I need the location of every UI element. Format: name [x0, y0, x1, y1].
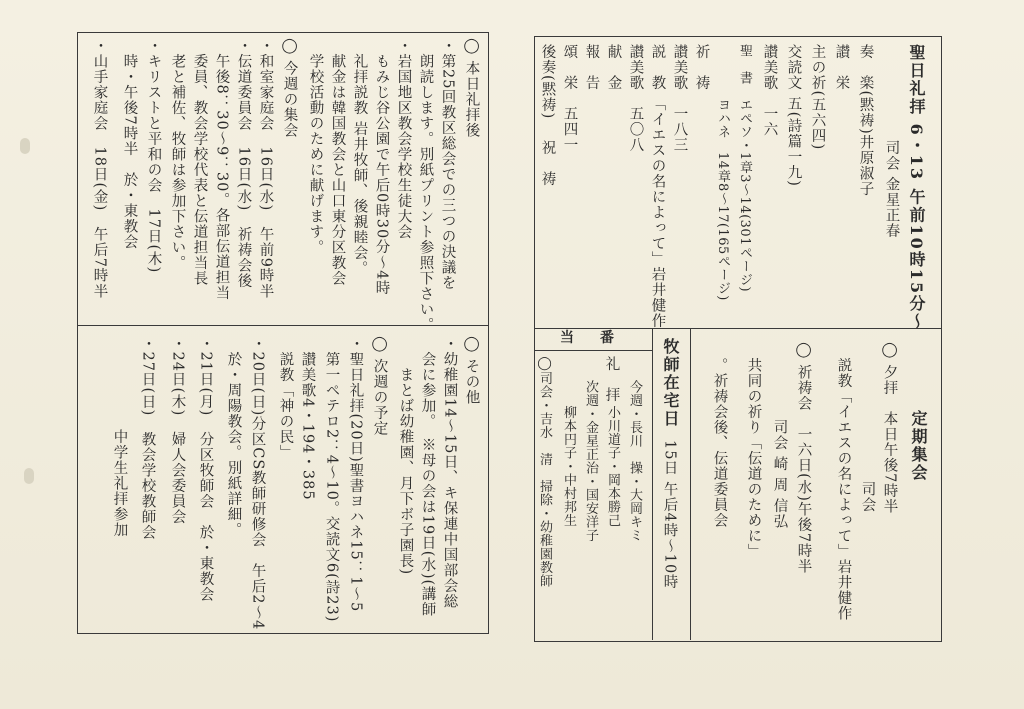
- order-item: 後奏(黙祷): [539, 44, 556, 120]
- left-top-col-11: ・伝道委員会 16日(水) 祈祷会後: [235, 38, 252, 289]
- order-item: 祈 祷: [693, 44, 710, 91]
- pastor-hours: 15日 午后4時〜10時: [661, 440, 678, 590]
- left-bottom-col-3: 会に参加。 ※母の会は19日(水)(講師: [419, 336, 436, 618]
- punch-hole-bottom: [24, 468, 34, 484]
- order-item: 交読文 五(詩篇一九): [785, 44, 802, 187]
- order-item: 讃美歌 一六: [761, 44, 778, 137]
- order-item: 報 告: [583, 44, 600, 91]
- left-bottom-col-13: ・24日(木) 婦人会委員会: [169, 336, 186, 525]
- left-bottom-col-2: ・幼稚園14〜15日、キ保連中国部会総: [441, 336, 458, 610]
- left-top-col-17: ・山手家庭会 18日(金) 午后7時半: [91, 38, 108, 299]
- left-bottom-col-8: 讃美歌4・194・385: [299, 336, 316, 501]
- left-bottom-col-10: ・20日(日)分区CS教師研修会 午后2〜4: [249, 336, 266, 631]
- left-top-col-9: ◯ 今週の集会: [281, 38, 298, 139]
- duty-col-1: 今週・長川 操・大岡キミ: [627, 380, 642, 542]
- left-top-col-14: 老と補佐、牧師は参加下さい。: [169, 38, 186, 271]
- order-item: 讃美歌 五〇八: [627, 44, 644, 153]
- meetings-col-2: 司会: [859, 342, 876, 513]
- duty-col-3: 次週・金星正治・国安洋子: [583, 380, 598, 542]
- meetings-col-5: 司会 崎 周 信弘: [771, 342, 788, 530]
- meetings-col-6: 共同の祈り「伝道のために」: [745, 342, 762, 559]
- left-top-col-12: 午後8：30〜9：30。各部伝道担当: [213, 38, 230, 301]
- service-title: 聖日礼拝 6・13 午前10時15分〜: [907, 44, 926, 332]
- meetings-col-7: 。祈祷会後、伝道委員会: [711, 342, 728, 528]
- left-bottom-col-6: ・聖日礼拝(20日)聖書ヨハネ15：1〜5: [347, 336, 364, 613]
- order-item: ヨハネ 14章8〜17(165ページ): [715, 44, 730, 301]
- order-item: 奏 楽(黙祷)井原淑子: [857, 44, 874, 197]
- duty-header-rule: [534, 350, 652, 351]
- service-officiant: 司会 金星正春: [883, 140, 900, 239]
- left-top-col-1: ◯ 本日礼拝後: [463, 38, 480, 139]
- order-item: 讃美歌 一八三: [671, 44, 688, 153]
- meetings-col-1: ◯ 夕拝 本日午後7時半: [881, 342, 898, 515]
- pastor-column-right-rule: [690, 328, 691, 640]
- order-item: 説 教 「イエスの名によって」岩井健作: [649, 44, 666, 329]
- left-bottom-col-11: 於・周陽教会。別紙詳細。: [225, 336, 242, 538]
- left-top-col-13: 委員、教会学校代表と伝道担当長: [191, 38, 208, 286]
- order-item: 聖 書 エペソ・1章3〜14(301ページ): [737, 44, 752, 293]
- left-top-col-16: 時・午後7時半 於・東教会: [121, 38, 138, 250]
- left-top-col-10: ・和室家庭会 16日(水) 午前9時半: [257, 38, 274, 299]
- duty-col-4: 柳本円子・中村邦生: [561, 392, 576, 527]
- order-item: 祝 祷: [539, 140, 556, 187]
- left-bottom-col-4: まとば幼稚園、月下ボ子園長): [397, 336, 414, 576]
- right-page-divider: [534, 328, 942, 329]
- left-bottom-col-14: ・27日(日) 教会学校教師会: [139, 336, 156, 541]
- left-bottom-col-1: ◯ その他: [463, 336, 480, 406]
- left-bottom-col-7: 第一ペテロ2：4〜10。交読文6(詩23): [323, 336, 340, 623]
- order-item: 主の祈(五六四): [809, 44, 826, 151]
- left-top-col-5: もみじ谷公園で午后0時30分〜4時: [373, 38, 390, 296]
- left-top-col-8: 学校活動のために献げます。: [307, 38, 324, 255]
- duty-title: 当 番: [560, 330, 620, 346]
- left-top-col-15: ・キリストと平和の会 17日(木): [145, 38, 162, 274]
- left-top-col-4: ・岩国地区教会学校生徒大会: [395, 38, 412, 240]
- meetings-col-4: ◯ 祈祷会 一六日(水)午後7時半: [795, 342, 812, 575]
- pastor-title: 牧師在宅日: [661, 338, 680, 428]
- left-bottom-col-9: 説教「神の民」: [277, 336, 294, 460]
- left-bottom-col-12: ・21日(月) 分区牧師会 於・東教会: [197, 336, 214, 603]
- pastor-column-left-rule: [652, 328, 653, 640]
- duty-col-5: ◯司会・吉水 清 掃除・幼稚園教師: [537, 356, 552, 588]
- left-top-col-7: 献金は韓国教会と山口東分区教会: [329, 38, 346, 286]
- duty-col-2: 小川道子・岡本勝己: [605, 392, 620, 527]
- order-item: 讃 栄: [833, 44, 850, 91]
- duty-subtitle: 礼 拝: [603, 356, 620, 403]
- meetings-col-3: 説教「イエスの名によって」岩井健作: [835, 342, 852, 621]
- order-item: 頌 栄 五四一: [561, 44, 578, 153]
- order-item: 献 金: [605, 44, 622, 91]
- punch-hole-top: [20, 138, 30, 154]
- left-top-col-2: ・第25回教区総会での三つの決議を: [439, 38, 456, 291]
- left-bottom-col-5: ◯ 次週の予定: [371, 336, 388, 437]
- left-top-col-6: 礼拝説教 岩井牧師、後親睦会。: [351, 38, 368, 277]
- left-top-col-3: 朗読します。別紙プリント参照下さい。: [417, 38, 434, 333]
- meetings-title: 定期集会: [909, 410, 928, 482]
- left-bottom-col-15: 中学生礼拝参加: [111, 336, 128, 538]
